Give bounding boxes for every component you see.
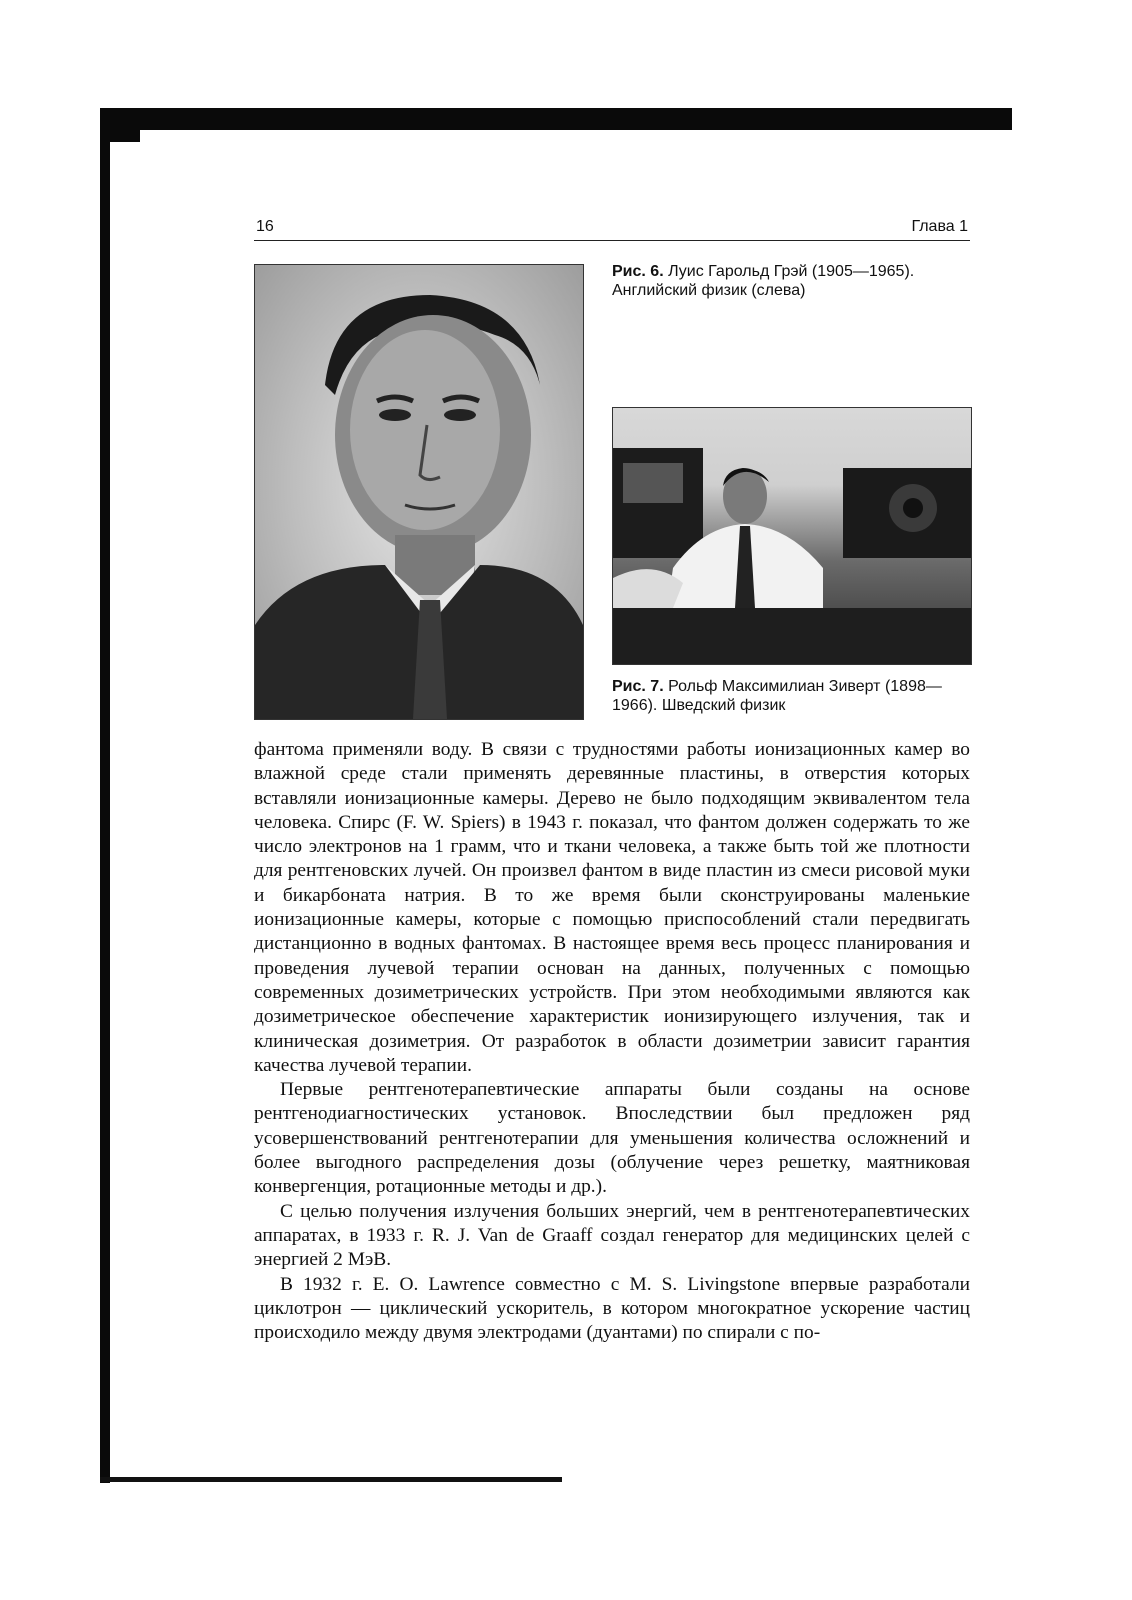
scan-border-top [100,108,1012,130]
chapter-title: Глава 1 [911,218,968,235]
page-number: 16 [256,218,274,235]
figure-6-caption [612,262,972,300]
figure-7-text: Рольф Максимилиан Зиверт (1898—1966). Шведский физик [612,678,942,714]
portrait-photo-gray [254,264,584,720]
paragraph-1: фантома применяли воду. В связи с трудностями работы ионизационных камер во влажной среде стали применять деревянные пластины, в отверстия которых вставляли ионизационные камеры. Дерево не было подходящим эквивалентом тела человека. Спирс (F. W. Spiers) в 1943 г. показал, что фантом должен содержать то же число электронов на 1 грамм, что и ткани человека, а также быть той же плотности для рентгеновских лучей. Он произвел фантом в виде пластин из смеси рисовой муки и бикарбоната натрия. В то же время были сконструированы маленькие ионизационные камеры, которые с помощью приспособлений стали передвигать дистанционно в водных фантомах. В настоящее время весь процесс планирования и проведения лучевой терапии основан на данных, полученных с помощью современных дозиметрических устройств. При этом необходимыми являются как дозиметрическое обеспечение характеристик ионизирующего излучения, так и клиническая дозиметрия. От разработок в области дозиметрии зависит гарантия качества лучевой терапии. [254,739,970,1076]
scan-border-bottom [100,1477,562,1482]
running-head [254,218,970,241]
body-text [254,738,970,1345]
portrait-photo-sievert [612,407,972,665]
figure-7-label: Рис. 7. [612,678,664,695]
scan-border-left [100,108,110,1483]
figure-6-text: Луис Гарольд Грэй (1905—1965). Английский физик (слева) [612,263,915,299]
paragraph-4: В 1932 г. E. O. Lawrence совместно с M. S. Livingstone впервые разработали циклотрон — циклический ускоритель, в котором многократное ускорение частиц происходило между двумя электродами (дуантами) по спирали с по- [254,1273,970,1344]
figure-6-label: Рис. 6. [612,263,664,280]
figure-7-caption [612,677,972,715]
paragraph-2: Первые рентгенотерапевтические аппараты были созданы на основе рентгенодиагностических установок. Впоследствии был предложен ряд усовершенствований рентгенотерапии для уменьшения количества осложнений и более выгодного распределения дозы (облучение через решетку, маятниковая конвергенция, ротационные методы и др.). [254,1079,970,1198]
paragraph-3: С целью получения излучения больших энергий, чем в рентгенотерапевтических аппаратах, в 1933 г. R. J. Van de Graaff создал генератор для медицинских целей с энергией 2 МэВ. [254,1200,970,1271]
